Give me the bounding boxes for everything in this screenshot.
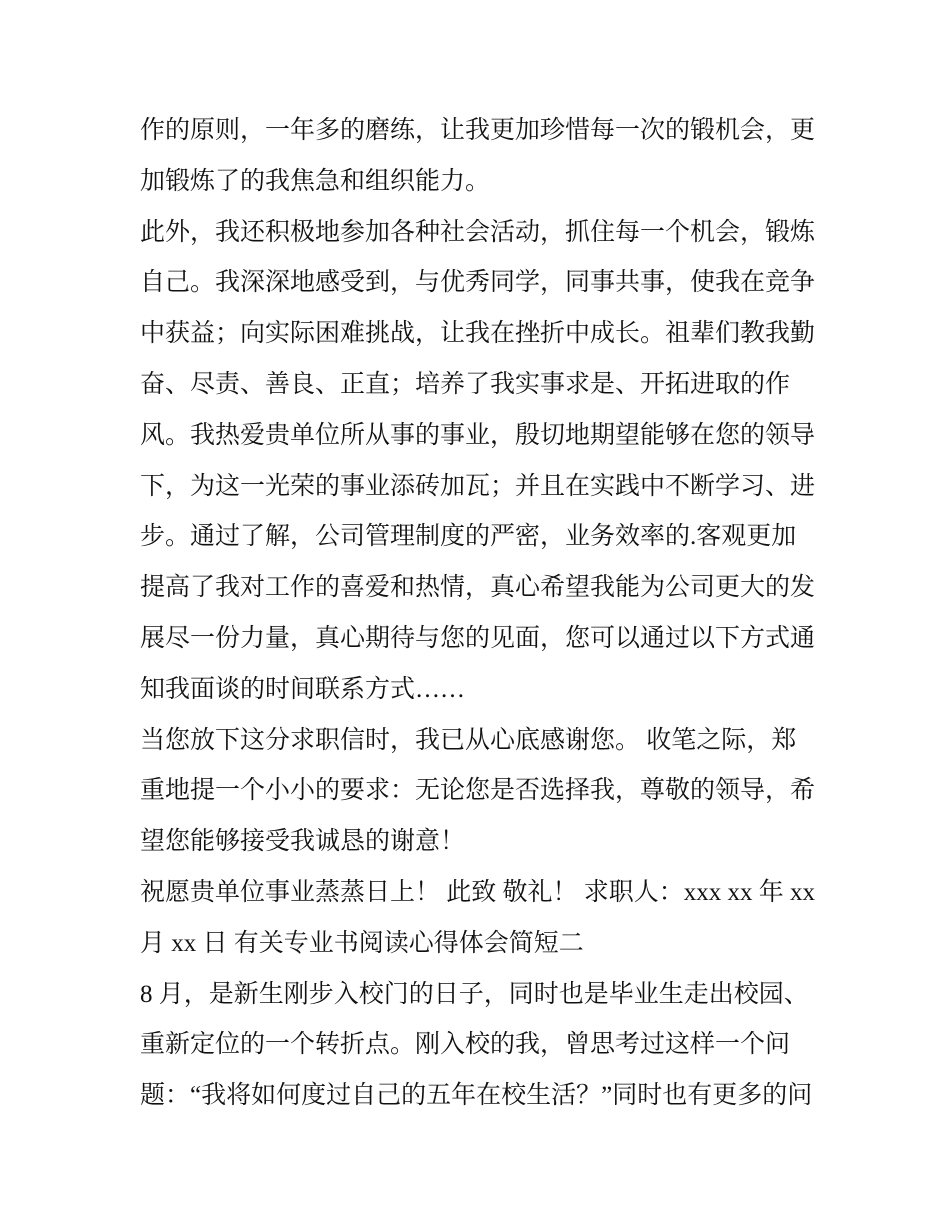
text-line-18: 8 月，是新生刚步入校门的日子，同时也是毕业生走出校园、 xyxy=(140,980,809,1008)
text-line-5: 中获益；向实际困难挑战，让我在挫折中成长。祖辈们教我勤 xyxy=(140,320,816,348)
text-line-12: 知我面谈的时间联系方式…… xyxy=(140,675,466,703)
text-line-2: 加锻炼了的我焦急和组织能力。 xyxy=(140,167,491,195)
text-line-14: 重地提一个小小的要求：无论您是否选择我，尊敬的领导，希 xyxy=(140,777,816,805)
text-line-6: 奋、尽责、善良、正直；培养了我实事求是、开拓进取的作 xyxy=(140,370,791,398)
text-line-20: 题：“我将如何度过自己的五年在校生活？”同时也有更多的问 xyxy=(140,1082,813,1110)
text-line-4: 自己。我深深地感受到，与优秀同学，同事共事，使我在竞争 xyxy=(140,269,816,297)
text-line-1: 作的原则，一年多的磨练，让我更加珍惜每一次的锻机会，更 xyxy=(140,117,816,144)
text-line-15: 望您能够接受我诚恳的谢意！ xyxy=(140,828,466,856)
text-line-19: 重新定位的一个转折点。刚入校的我，曾思考过这样一个问 xyxy=(140,1031,791,1059)
text-line-3: 此外，我还积极地参加各种社会活动，抓住每一个机会，锻炼 xyxy=(140,218,816,246)
text-line-9: 步。通过了解，公司管理制度的严密，业务效率的.客观更加 xyxy=(140,523,797,551)
text-line-11: 展尽一份力量，真心期待与您的见面，您可以通过以下方式通 xyxy=(140,624,816,652)
text-line-10: 提高了我对工作的喜爱和热情，真心希望我能为公司更大的发 xyxy=(140,574,816,602)
text-line-8: 下，为这一光荣的事业添砖加瓦；并且在实践中不断学习、进 xyxy=(140,472,816,500)
text-line-16: 祝愿贵单位事业蒸蒸日上！ 此致 敬礼！ 求职人：xxx xx 年 xx xyxy=(140,878,816,906)
text-line-13: 当您放下这分求职信时，我已从心底感谢您。 收笔之际，郑 xyxy=(140,726,797,754)
text-line-17: 月 xx 日 有关专业书阅读心得体会简短二 xyxy=(140,929,584,957)
text-line-7: 风。我热爱贵单位所从事的事业，殷切地期望能够在您的领导 xyxy=(140,421,816,449)
document-body xyxy=(140,106,820,1122)
